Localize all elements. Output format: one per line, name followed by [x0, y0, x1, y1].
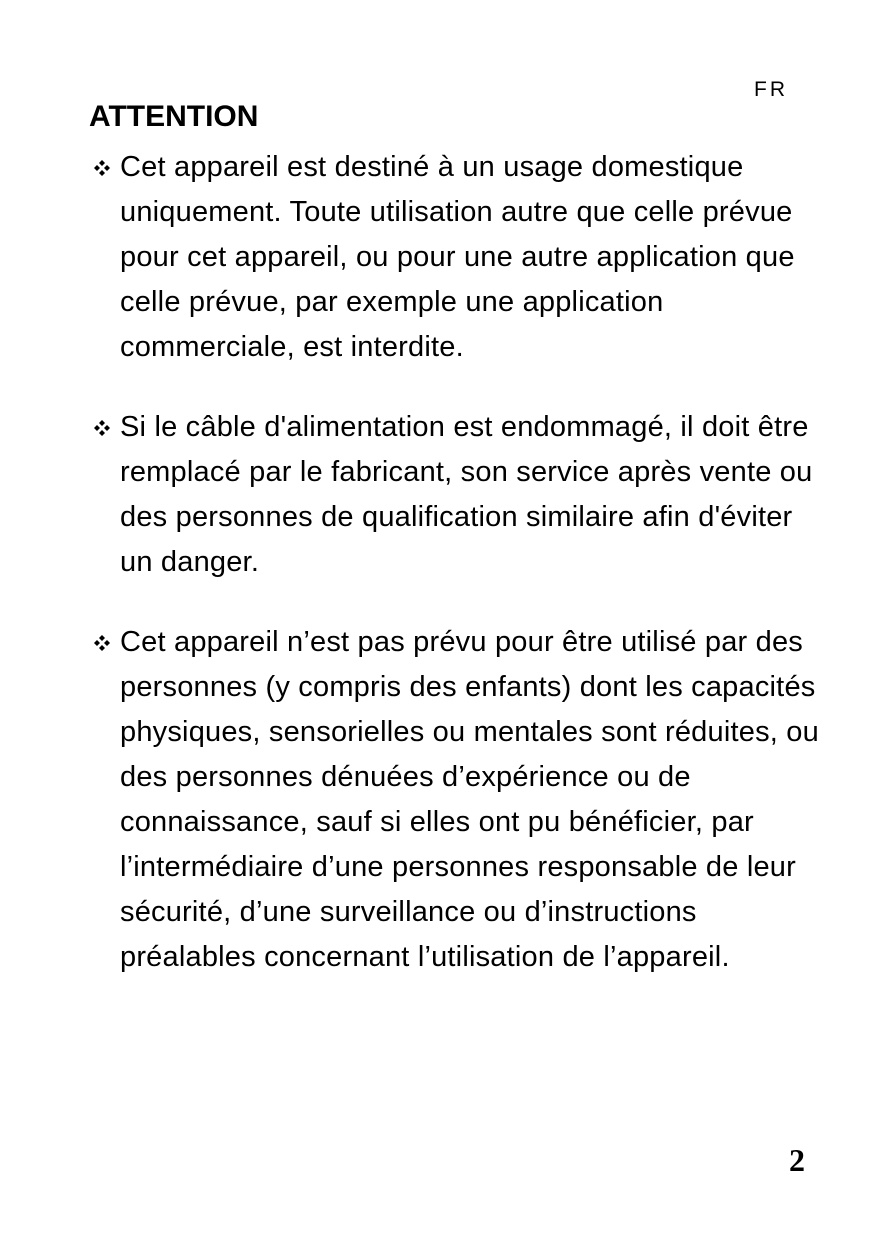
- warning-text: Cet appareil est destiné à un usage domestique uniquement. Toute utilisation autre que celle prévue pour cet appareil, ou pour une autre application que celle prévue, par exemple une application commerciale, est interdite.: [120, 151, 795, 363]
- list-item-power-cable: [93, 405, 823, 585]
- diamond-bullet-icon: [93, 159, 111, 177]
- diamond-bullet-icon: [93, 634, 111, 652]
- page-number: 2: [789, 1142, 805, 1178]
- list-item-restricted-users: [93, 620, 823, 980]
- diamond-bullet-icon: [93, 419, 111, 437]
- language-tag: FR: [754, 78, 788, 101]
- warning-text: Cet appareil n’est pas prévu pour être utilisé par des personnes (y compris des enfants) dont les capacités physiques, sensorielles ou mentales sont réduites, ou des personnes dénuées d’expérience ou de connaissance, sauf si elles ont pu bénéficier, par l’intermédiaire d’une personnes responsable de leur sécurité, d’une surveillance ou d’instructions préalables concernant l’utilisation de l’appareil.: [120, 626, 819, 973]
- list-item-domestic-use: [93, 145, 823, 370]
- warning-list: [93, 145, 823, 1015]
- page-heading: ATTENTION: [89, 100, 259, 133]
- warning-text: Si le câble d'alimentation est endommagé, il doit être remplacé par le fabricant, son service après vente ou des personnes de qualification similaire afin d'éviter un danger.: [120, 411, 813, 578]
